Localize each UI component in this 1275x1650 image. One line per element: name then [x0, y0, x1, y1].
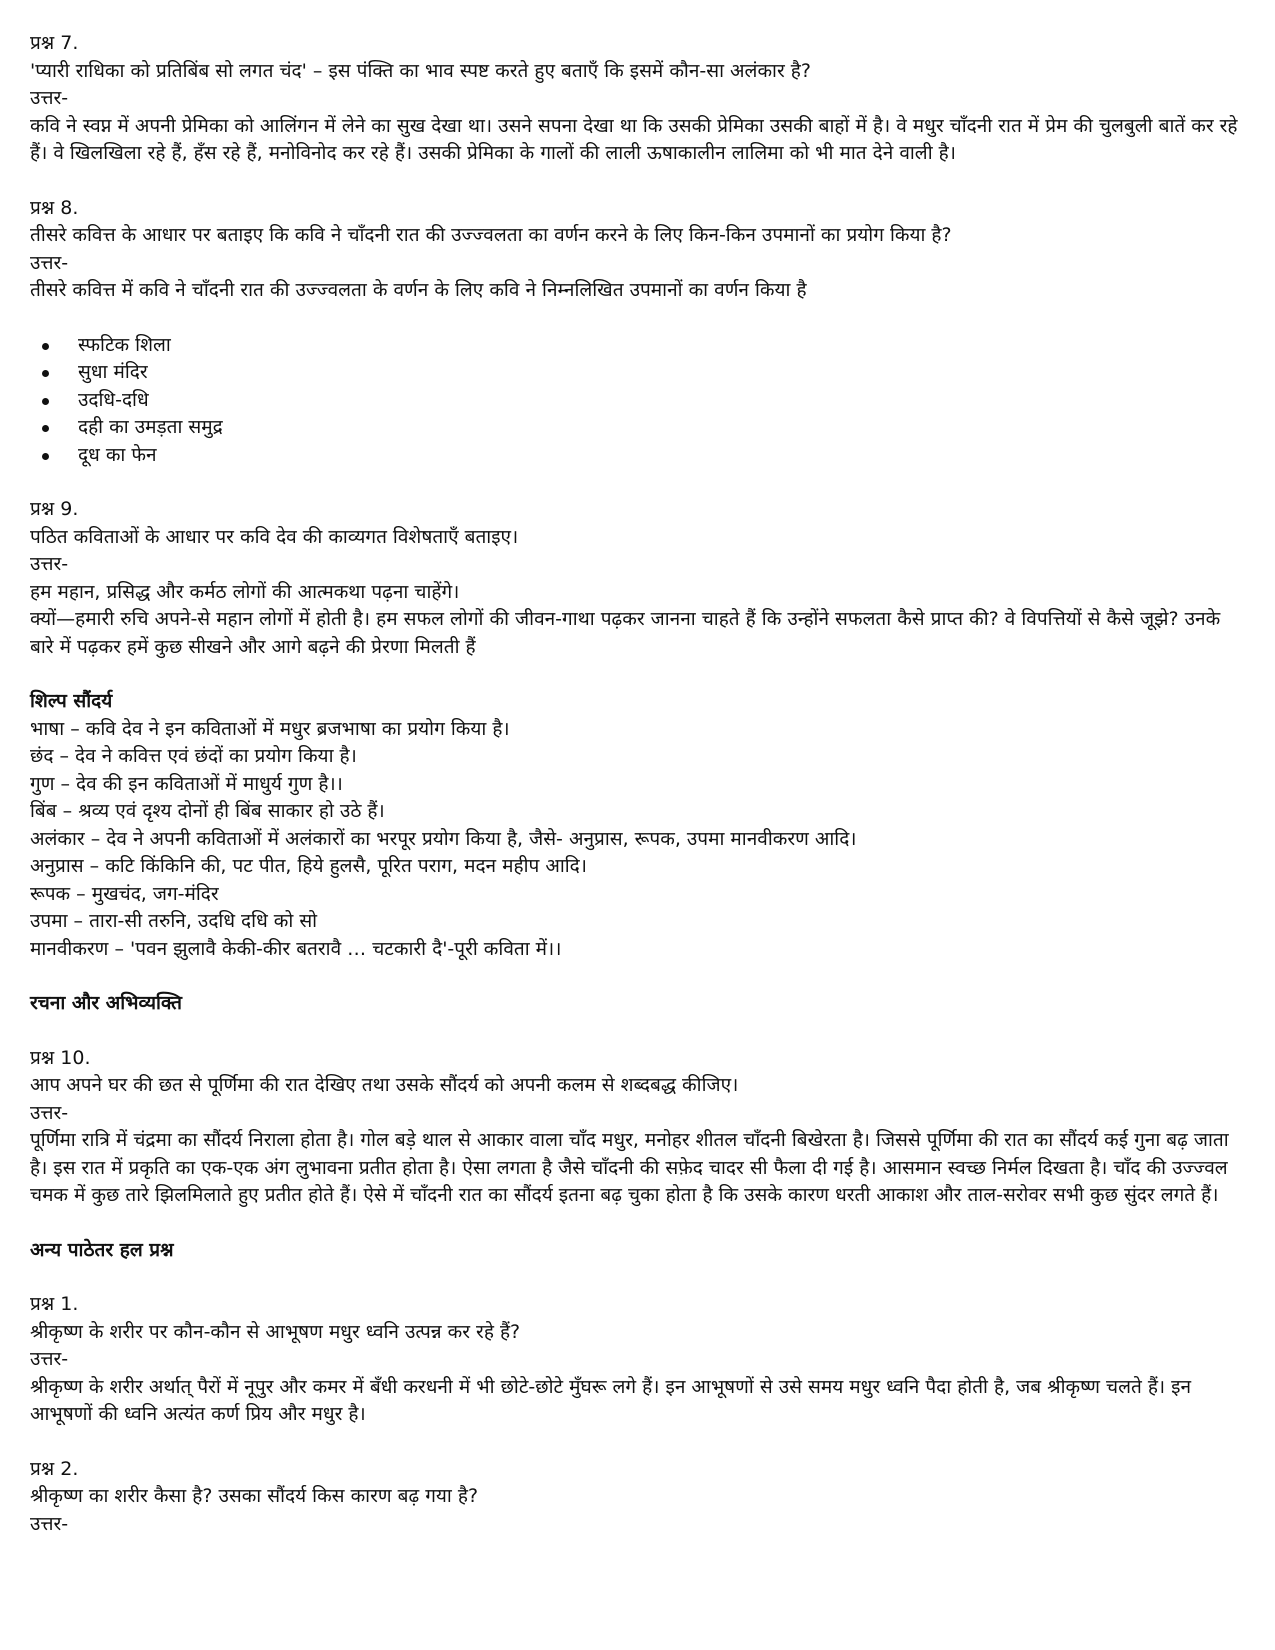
bullet-icon: [42, 343, 49, 350]
bullet-icon: [42, 398, 49, 405]
aq1-answer-label: उत्तर-: [30, 1348, 69, 1370]
list-item: उदधि-दधि: [78, 387, 1245, 415]
upman-list: [30, 332, 1245, 470]
aq2-answer-label: उत्तर-: [30, 1512, 69, 1535]
shilp-line: अलंकार – देव ने अपनी कविताओं में अलंकारों का भरपूर प्रयोग किया है, जैसे- अनुप्रास, रूपक, उपमा मानवीकरण आदि।: [30, 827, 857, 850]
q8-question: तीसरे कवित्त के आधार पर बताइए कि कवि ने चाँदनी रात की उज्ज्वलता का वर्णन करने के लिए किन-किन उपमानों का प्रयोग किया है?: [30, 224, 952, 246]
list-item: सुधा मंदिर: [78, 359, 1245, 387]
list-item: दूध का फेन: [78, 442, 1245, 470]
rachna-heading: रचना और अभिव्यक्ति: [30, 992, 182, 1014]
q8-answer-label: उत्तर-: [30, 251, 69, 274]
shilp-heading: शिल्प सौंदर्य: [30, 690, 113, 712]
q9-answer-2: क्यों—हमारी रुचि अपने-से महान लोगों में होती है। हम सफल लोगों की जीवन-गाथा पढ़कर जानना चाहते हैं कि उन्होंने सफलता कैसे प्राप्त की? वे विपत्तियों से कैसे जूझे? उनके बारे में पढ़कर हमें कुछ सीखने और आगे बढ़ने की प्रेरणा मिलती हैं: [30, 608, 1221, 658]
q7-question: 'प्यारी राधिका को प्रतिबिंब सो लगत चंद' – इस पंक्ति का भाव स्पष्ट करते हुए बताएँ कि इसमें कौन-सा अलंकार है?: [30, 59, 811, 82]
bullet-icon: [42, 370, 49, 377]
q8-label: प्रश्न 8.: [30, 196, 79, 219]
bullet-icon: [42, 453, 49, 460]
shilp-line: बिंब – श्रव्य एवं दृश्य दोनों ही बिंब साकार हो उठे हैं।: [30, 800, 385, 822]
aq1-question: श्रीकृष्ण के शरीर पर कौन-कौन से आभूषण मधुर ध्वनि उत्पन्न कर रहे हैं?: [30, 1320, 521, 1343]
bullet-icon: [42, 425, 49, 432]
shilp-line: भाषा – कवि देव ने इन कविताओं में मधुर ब्रजभाषा का प्रयोग किया है।: [30, 717, 510, 740]
shilp-line: छंद – देव ने कवित्त एवं छंदों का प्रयोग किया है।: [30, 745, 357, 767]
aq1-answer: श्रीकृष्ण के शरीर अर्थात् पैरों में नूपुर और कमर में बँधी करधनी में भी छोटे-छोटे मुँघरू लगे हैं। इन आभूषणों से उसे समय मधुर ध्वनि पैदा होती है, जब श्रीकृष्ण चलते हैं। इन आभूषणों की ध्वनि अत्यंत कर्ण प्रिय और मधुर है।: [30, 1375, 1192, 1425]
q7-answer-label: उत्तर-: [30, 87, 69, 109]
q10-question: आप अपने घर की छत से पूर्णिमा की रात देखिए तथा उसके सौंदर्य को अपनी कलम से शब्दबद्ध कीजिए।: [30, 1074, 739, 1096]
aq2-question: श्रीकृष्ण का शरीर कैसा है? उसका सौंदर्य किस कारण बढ़ गया है?: [30, 1485, 479, 1507]
q8-answer: तीसरे कवित्त में कवि ने चाँदनी रात की उज्ज्वलता के वर्णन के लिए कवि ने निम्नलिखित उपमानों का वर्णन किया है: [30, 279, 807, 301]
q9-answer-label: उत्तर-: [30, 553, 69, 575]
shilp-line: अनुप्रास – कटि किंकिनि की, पट पीत, हिये हुलसै, पूरित पराग, मदन महीप आदि।: [30, 855, 587, 877]
shilp-line: गुण – देव की इन कविताओं में माधुर्य गुण है।।: [30, 772, 343, 795]
q10-label: प्रश्न 10.: [30, 1046, 91, 1069]
q10-answer-label: उत्तर-: [30, 1101, 69, 1124]
anya-heading: अन्य पाठेतर हल प्रश्न: [30, 1238, 174, 1261]
shilp-line: मानवीकरण – 'पवन झुलावै केकी-कीर बतरावै … चटकारी दै'-पूरी कविता में।।: [30, 937, 562, 960]
q10-answer: पूर्णिमा रात्रि में चंद्रमा का सौंदर्य निराला होता है। गोल बड़े थाल से आकार वाला चाँद मधुर, मनोहर शीतल चाँदनी बिखेरता है। जिससे पूर्णिमा की रात का सौंदर्य कई गुना बढ़ जाता है। इस रात में प्रकृति का एक-एक अंग लुभावना प्रतीत होता है। ऐसा लगता है जैसे चाँदनी की सफ़ेद चादर सी फैला दी गई है। आसमान स्वच्छ निर्मल दिखता है। चाँद की उज्ज्वल चमक में कुछ तारे झिलमिलाते हुए प्रतीत होते हैं। ऐसे में चाँदनी रात का सौंदर्य इतना बढ़ चुका होता है कि उसके कारण धरती आकाश और ताल-सरोवर सभी कुछ सुंदर लगते हैं।: [30, 1129, 1229, 1206]
q9-label: प्रश्न 9.: [30, 498, 79, 520]
aq1-label: प्रश्न 1.: [30, 1293, 79, 1315]
list-item: दही का उमड़ता समुद्र: [78, 414, 1245, 442]
aq2-label: प्रश्न 2.: [30, 1457, 79, 1480]
q7-answer: कवि ने स्वप्न में अपनी प्रेमिका को आलिंगन में लेने का सुख देखा था। उसने सपना देखा था कि उसकी प्रेमिका उसकी बाहों में है। वे मधुर चाँदनी रात में प्रेम की चुलबुली बातें कर रहे हैं। वे खिलखिला रहे हैं, हँस रहे हैं, मनोविनोद कर रहे हैं। उसकी प्रेमिका के गालों की लाली ऊषाकालीन लालिमा को भी मात देने वाली है।: [30, 114, 1238, 164]
shilp-line: उपमा – तारा-सी तरुनि, उदधि दधि को सो: [30, 910, 318, 932]
q7-label: प्रश्न 7.: [30, 32, 79, 54]
q9-answer-1: हम महान, प्रसिद्ध और कर्मठ लोगों की आत्मकथा पढ़ना चाहेंगे।: [30, 580, 460, 603]
shilp-line: रूपक – मुखचंद, जग-मंदिर: [30, 882, 219, 905]
q9-question: पठित कविताओं के आधार पर कवि देव की काव्यगत विशेषताएँ बताइए।: [30, 525, 519, 548]
list-item: स्फटिक शिला: [78, 332, 1245, 360]
